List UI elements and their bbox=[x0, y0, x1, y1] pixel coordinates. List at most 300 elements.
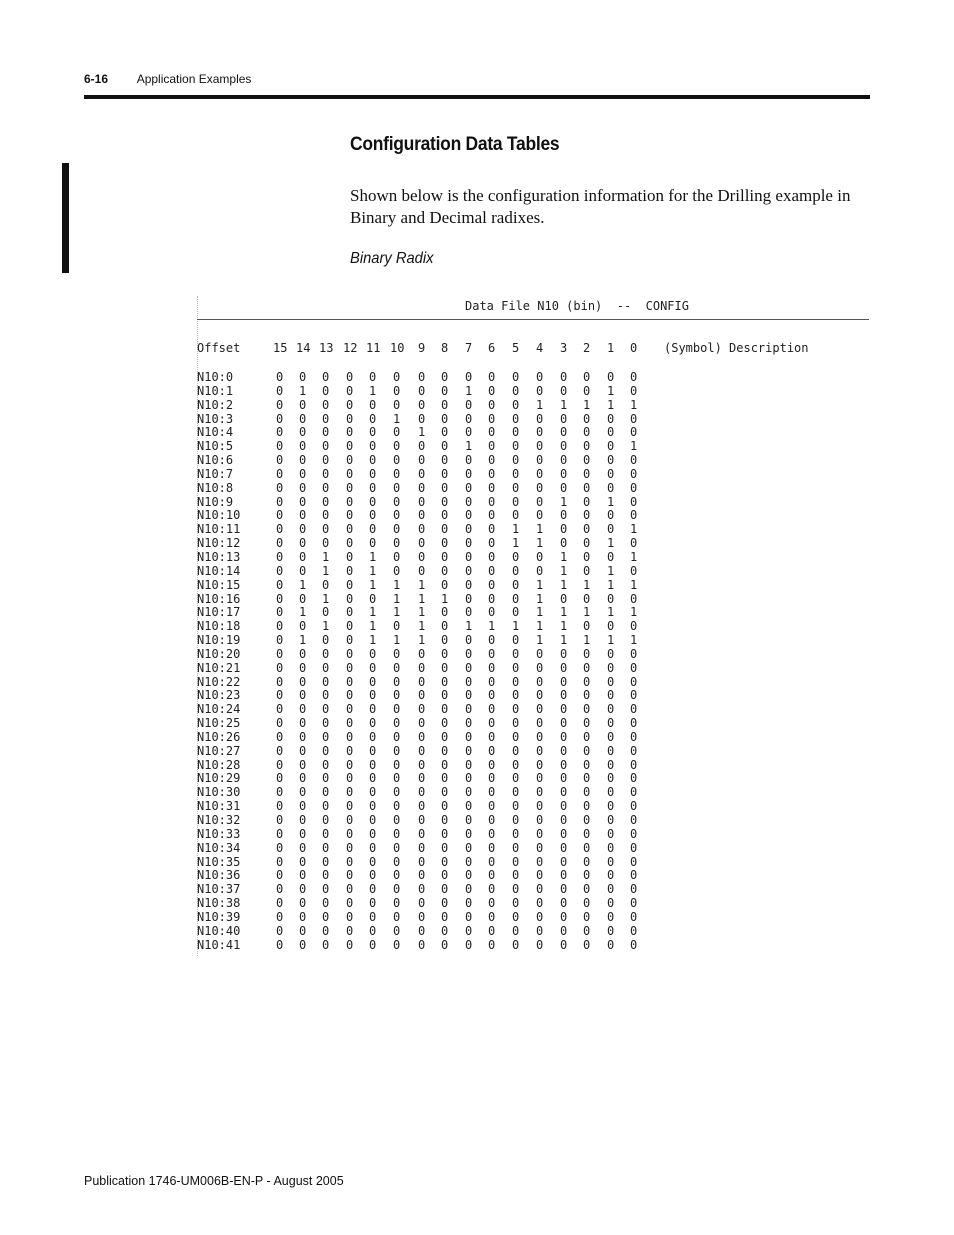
bit-cell[interactable]: 0 bbox=[583, 937, 591, 952]
bit-cell[interactable]: 0 bbox=[346, 923, 354, 938]
bit-cell[interactable]: 1 bbox=[583, 397, 591, 412]
bit-cell[interactable]: 0 bbox=[369, 923, 377, 938]
bit-cell[interactable]: 0 bbox=[276, 466, 284, 481]
bit-cell[interactable]: 0 bbox=[276, 383, 284, 398]
bit-cell[interactable]: 0 bbox=[536, 660, 544, 675]
bit-cell[interactable]: 0 bbox=[299, 411, 307, 426]
bit-cell[interactable]: 0 bbox=[276, 633, 284, 648]
bit-cell[interactable]: 0 bbox=[512, 799, 520, 814]
bit-cell[interactable]: 1 bbox=[512, 536, 520, 551]
bit-cell[interactable]: 0 bbox=[346, 619, 354, 634]
bit-cell[interactable]: 0 bbox=[583, 494, 591, 509]
bit-cell[interactable]: 0 bbox=[607, 937, 615, 952]
bit-cell[interactable]: 0 bbox=[583, 923, 591, 938]
bit-cell[interactable]: 0 bbox=[560, 591, 568, 606]
bit-cell[interactable]: 1 bbox=[630, 522, 638, 537]
bit-cell[interactable]: 0 bbox=[276, 771, 284, 786]
bit-cell[interactable]: 0 bbox=[607, 425, 615, 440]
bit-cell[interactable]: 0 bbox=[346, 882, 354, 897]
bit-cell[interactable]: 0 bbox=[583, 522, 591, 537]
bit-cell[interactable]: 0 bbox=[560, 729, 568, 744]
bit-cell[interactable]: 0 bbox=[512, 453, 520, 468]
bit-cell[interactable]: 0 bbox=[346, 826, 354, 841]
bit-cell[interactable]: 0 bbox=[393, 757, 401, 772]
bit-cell[interactable]: 1 bbox=[322, 591, 330, 606]
bit-cell[interactable]: 0 bbox=[322, 785, 330, 800]
bit-cell[interactable]: 0 bbox=[299, 757, 307, 772]
bit-cell[interactable]: 0 bbox=[418, 868, 426, 883]
table-row[interactable] bbox=[197, 633, 869, 647]
bit-cell[interactable]: 0 bbox=[488, 522, 496, 537]
bit-cell[interactable]: 0 bbox=[536, 799, 544, 814]
bit-cell[interactable]: 0 bbox=[441, 799, 449, 814]
bit-cell[interactable]: 0 bbox=[536, 508, 544, 523]
bit-cell[interactable]: 1 bbox=[393, 577, 401, 592]
bit-cell[interactable]: 0 bbox=[465, 937, 473, 952]
bit-cell[interactable]: 0 bbox=[418, 522, 426, 537]
bit-cell[interactable]: 0 bbox=[607, 757, 615, 772]
bit-cell[interactable]: 0 bbox=[465, 494, 473, 509]
bit-cell[interactable]: 0 bbox=[346, 909, 354, 924]
bit-cell[interactable]: 0 bbox=[418, 757, 426, 772]
bit-cell[interactable]: 0 bbox=[441, 896, 449, 911]
bit-cell[interactable]: 0 bbox=[418, 439, 426, 454]
bit-cell[interactable]: 0 bbox=[299, 743, 307, 758]
bit-cell[interactable]: 0 bbox=[536, 674, 544, 689]
bit-cell[interactable]: 0 bbox=[630, 743, 638, 758]
table-row[interactable] bbox=[197, 592, 869, 606]
table-row[interactable] bbox=[197, 758, 869, 772]
table-row[interactable] bbox=[197, 771, 869, 785]
bit-cell[interactable]: 0 bbox=[583, 439, 591, 454]
bit-cell[interactable]: 0 bbox=[418, 702, 426, 717]
bit-cell[interactable]: 0 bbox=[418, 729, 426, 744]
bit-cell[interactable]: 0 bbox=[418, 743, 426, 758]
bit-cell[interactable]: 0 bbox=[369, 826, 377, 841]
bit-cell[interactable]: 0 bbox=[630, 716, 638, 731]
bit-cell[interactable]: 0 bbox=[441, 425, 449, 440]
bit-cell[interactable]: 0 bbox=[369, 868, 377, 883]
bit-cell[interactable]: 0 bbox=[393, 785, 401, 800]
bit-cell[interactable]: 0 bbox=[560, 716, 568, 731]
bit-cell[interactable]: 0 bbox=[465, 605, 473, 620]
bit-cell[interactable]: 0 bbox=[346, 729, 354, 744]
bit-cell[interactable]: 0 bbox=[346, 937, 354, 952]
bit-cell[interactable]: 0 bbox=[369, 370, 377, 384]
bit-cell[interactable]: 0 bbox=[536, 549, 544, 564]
bit-cell[interactable]: 0 bbox=[488, 743, 496, 758]
bit-cell[interactable]: 0 bbox=[488, 771, 496, 786]
bit-cell[interactable]: 0 bbox=[346, 813, 354, 827]
bit-cell[interactable]: 0 bbox=[630, 536, 638, 551]
bit-cell[interactable]: 0 bbox=[512, 785, 520, 800]
bit-cell[interactable]: 0 bbox=[607, 466, 615, 481]
bit-cell[interactable]: 0 bbox=[346, 716, 354, 731]
bit-cell[interactable]: 0 bbox=[583, 411, 591, 426]
bit-cell[interactable]: 0 bbox=[369, 508, 377, 523]
bit-cell[interactable]: 0 bbox=[512, 383, 520, 398]
bit-cell[interactable]: 0 bbox=[441, 411, 449, 426]
bit-cell[interactable]: 1 bbox=[418, 577, 426, 592]
bit-cell[interactable]: 0 bbox=[583, 536, 591, 551]
bit-cell[interactable]: 1 bbox=[560, 605, 568, 620]
bit-cell[interactable]: 0 bbox=[299, 771, 307, 786]
bit-cell[interactable]: 0 bbox=[276, 896, 284, 911]
bit-cell[interactable]: 0 bbox=[512, 466, 520, 481]
bit-cell[interactable]: 0 bbox=[418, 937, 426, 952]
bit-cell[interactable]: 0 bbox=[276, 674, 284, 689]
bit-cell[interactable]: 0 bbox=[512, 605, 520, 620]
bit-cell[interactable]: 0 bbox=[488, 854, 496, 869]
bit-cell[interactable]: 0 bbox=[299, 813, 307, 827]
bit-cell[interactable]: 0 bbox=[441, 716, 449, 731]
bit-cell[interactable]: 0 bbox=[322, 439, 330, 454]
bit-cell[interactable]: 0 bbox=[418, 563, 426, 578]
bit-cell[interactable]: 0 bbox=[465, 826, 473, 841]
bit-cell[interactable]: 0 bbox=[322, 397, 330, 412]
bit-cell[interactable]: 0 bbox=[322, 923, 330, 938]
bit-cell[interactable]: 1 bbox=[322, 563, 330, 578]
bit-cell[interactable]: 0 bbox=[512, 646, 520, 661]
bit-cell[interactable]: 0 bbox=[465, 688, 473, 703]
bit-cell[interactable]: 0 bbox=[322, 494, 330, 509]
bit-cell[interactable]: 0 bbox=[276, 923, 284, 938]
bit-cell[interactable]: 0 bbox=[560, 854, 568, 869]
bit-cell[interactable]: 1 bbox=[418, 591, 426, 606]
bit-cell[interactable]: 0 bbox=[369, 660, 377, 675]
table-row[interactable] bbox=[197, 467, 869, 481]
bit-cell[interactable]: 0 bbox=[276, 619, 284, 634]
bit-cell[interactable]: 0 bbox=[369, 425, 377, 440]
bit-cell[interactable]: 0 bbox=[536, 383, 544, 398]
bit-cell[interactable]: 0 bbox=[465, 799, 473, 814]
bit-cell[interactable]: 1 bbox=[536, 397, 544, 412]
bit-cell[interactable]: 0 bbox=[488, 660, 496, 675]
bit-cell[interactable]: 0 bbox=[536, 882, 544, 897]
bit-cell[interactable]: 0 bbox=[369, 591, 377, 606]
bit-cell[interactable]: 0 bbox=[630, 425, 638, 440]
bit-cell[interactable]: 0 bbox=[465, 549, 473, 564]
bit-cell[interactable]: 0 bbox=[560, 826, 568, 841]
bit-cell[interactable]: 0 bbox=[630, 688, 638, 703]
bit-cell[interactable]: 0 bbox=[299, 799, 307, 814]
bit-cell[interactable]: 0 bbox=[276, 909, 284, 924]
bit-cell[interactable]: 0 bbox=[488, 453, 496, 468]
bit-cell[interactable]: 0 bbox=[583, 799, 591, 814]
bit-cell[interactable]: 0 bbox=[299, 439, 307, 454]
bit-cell[interactable]: 0 bbox=[393, 937, 401, 952]
bit-cell[interactable]: 0 bbox=[346, 577, 354, 592]
bit-cell[interactable]: 0 bbox=[583, 480, 591, 495]
bit-cell[interactable]: 0 bbox=[512, 882, 520, 897]
bit-cell[interactable]: 0 bbox=[583, 660, 591, 675]
bit-cell[interactable]: 0 bbox=[607, 646, 615, 661]
bit-cell[interactable]: 0 bbox=[369, 536, 377, 551]
bit-cell[interactable]: 0 bbox=[418, 397, 426, 412]
bit-cell[interactable]: 0 bbox=[560, 439, 568, 454]
bit-cell[interactable]: 0 bbox=[441, 882, 449, 897]
bit-cell[interactable]: 0 bbox=[441, 840, 449, 855]
bit-cell[interactable]: 0 bbox=[607, 854, 615, 869]
bit-cell[interactable]: 0 bbox=[630, 771, 638, 786]
bit-cell[interactable]: 0 bbox=[418, 854, 426, 869]
bit-cell[interactable]: 0 bbox=[488, 674, 496, 689]
bit-cell[interactable]: 0 bbox=[276, 688, 284, 703]
bit-cell[interactable]: 0 bbox=[583, 840, 591, 855]
bit-cell[interactable]: 0 bbox=[488, 785, 496, 800]
bit-cell[interactable]: 0 bbox=[276, 425, 284, 440]
bit-cell[interactable]: 0 bbox=[441, 453, 449, 468]
bit-cell[interactable]: 0 bbox=[322, 480, 330, 495]
bit-cell[interactable]: 0 bbox=[418, 840, 426, 855]
table-row[interactable] bbox=[197, 605, 869, 619]
bit-cell[interactable]: 0 bbox=[369, 771, 377, 786]
bit-cell[interactable]: 0 bbox=[488, 813, 496, 827]
bit-cell[interactable]: 0 bbox=[299, 466, 307, 481]
bit-cell[interactable]: 0 bbox=[441, 605, 449, 620]
bit-cell[interactable]: 0 bbox=[583, 646, 591, 661]
bit-cell[interactable]: 0 bbox=[299, 716, 307, 731]
bit-cell[interactable]: 0 bbox=[607, 674, 615, 689]
table-row[interactable] bbox=[197, 412, 869, 426]
bit-cell[interactable]: 0 bbox=[369, 937, 377, 952]
bit-cell[interactable]: 0 bbox=[441, 633, 449, 648]
bit-cell[interactable]: 0 bbox=[369, 757, 377, 772]
bit-cell[interactable]: 0 bbox=[630, 702, 638, 717]
bit-cell[interactable]: 0 bbox=[276, 716, 284, 731]
table-row[interactable] bbox=[197, 910, 869, 924]
bit-cell[interactable]: 0 bbox=[536, 757, 544, 772]
bit-cell[interactable]: 1 bbox=[560, 619, 568, 634]
bit-cell[interactable]: 1 bbox=[369, 563, 377, 578]
bit-cell[interactable]: 0 bbox=[488, 909, 496, 924]
bit-cell[interactable]: 0 bbox=[583, 425, 591, 440]
bit-cell[interactable]: 0 bbox=[299, 840, 307, 855]
bit-cell[interactable]: 0 bbox=[299, 563, 307, 578]
bit-cell[interactable]: 1 bbox=[560, 577, 568, 592]
bit-cell[interactable]: 0 bbox=[560, 743, 568, 758]
bit-cell[interactable]: 0 bbox=[393, 868, 401, 883]
bit-cell[interactable]: 0 bbox=[536, 466, 544, 481]
table-row[interactable] bbox=[197, 785, 869, 799]
bit-cell[interactable]: 0 bbox=[369, 799, 377, 814]
bit-cell[interactable]: 0 bbox=[393, 854, 401, 869]
bit-cell[interactable]: 0 bbox=[322, 716, 330, 731]
table-row[interactable] bbox=[197, 453, 869, 467]
bit-cell[interactable]: 0 bbox=[441, 466, 449, 481]
bit-cell[interactable]: 0 bbox=[441, 702, 449, 717]
bit-cell[interactable]: 1 bbox=[418, 605, 426, 620]
bit-cell[interactable]: 0 bbox=[630, 453, 638, 468]
bit-cell[interactable]: 1 bbox=[465, 619, 473, 634]
table-row[interactable] bbox=[197, 938, 869, 952]
bit-cell[interactable]: 0 bbox=[630, 674, 638, 689]
bit-cell[interactable]: 0 bbox=[488, 591, 496, 606]
bit-cell[interactable]: 0 bbox=[536, 563, 544, 578]
bit-cell[interactable]: 0 bbox=[465, 466, 473, 481]
bit-cell[interactable]: 0 bbox=[322, 633, 330, 648]
bit-cell[interactable]: 0 bbox=[512, 771, 520, 786]
bit-cell[interactable]: 0 bbox=[441, 619, 449, 634]
bit-cell[interactable]: 0 bbox=[607, 591, 615, 606]
bit-cell[interactable]: 0 bbox=[560, 937, 568, 952]
bit-cell[interactable]: 0 bbox=[465, 397, 473, 412]
bit-cell[interactable]: 0 bbox=[488, 425, 496, 440]
bit-cell[interactable]: 0 bbox=[276, 549, 284, 564]
table-row[interactable] bbox=[197, 730, 869, 744]
bit-cell[interactable]: 0 bbox=[441, 771, 449, 786]
bit-cell[interactable]: 0 bbox=[488, 716, 496, 731]
table-row[interactable] bbox=[197, 495, 869, 509]
bit-cell[interactable]: 0 bbox=[512, 826, 520, 841]
bit-cell[interactable]: 0 bbox=[630, 563, 638, 578]
bit-cell[interactable]: 0 bbox=[536, 771, 544, 786]
bit-cell[interactable]: 0 bbox=[560, 799, 568, 814]
bit-cell[interactable]: 0 bbox=[346, 757, 354, 772]
bit-cell[interactable]: 0 bbox=[418, 882, 426, 897]
bit-cell[interactable]: 0 bbox=[488, 549, 496, 564]
bit-cell[interactable]: 1 bbox=[607, 633, 615, 648]
bit-cell[interactable]: 0 bbox=[346, 896, 354, 911]
bit-cell[interactable]: 0 bbox=[512, 854, 520, 869]
bit-cell[interactable]: 0 bbox=[299, 549, 307, 564]
bit-cell[interactable]: 0 bbox=[299, 896, 307, 911]
bit-cell[interactable]: 0 bbox=[369, 909, 377, 924]
bit-cell[interactable]: 0 bbox=[276, 813, 284, 827]
bit-cell[interactable]: 0 bbox=[418, 536, 426, 551]
bit-cell[interactable]: 0 bbox=[607, 868, 615, 883]
bit-cell[interactable]: 0 bbox=[630, 840, 638, 855]
bit-cell[interactable]: 0 bbox=[607, 660, 615, 675]
bit-cell[interactable]: 0 bbox=[607, 439, 615, 454]
bit-cell[interactable]: 0 bbox=[488, 494, 496, 509]
bit-cell[interactable]: 0 bbox=[418, 826, 426, 841]
table-row[interactable] bbox=[197, 536, 869, 550]
bit-cell[interactable]: 0 bbox=[369, 522, 377, 537]
bit-cell[interactable]: 0 bbox=[630, 370, 638, 384]
bit-cell[interactable]: 0 bbox=[560, 813, 568, 827]
bit-cell[interactable]: 0 bbox=[441, 923, 449, 938]
bit-cell[interactable]: 0 bbox=[441, 868, 449, 883]
bit-cell[interactable]: 0 bbox=[560, 536, 568, 551]
bit-cell[interactable]: 0 bbox=[322, 826, 330, 841]
bit-cell[interactable]: 0 bbox=[276, 937, 284, 952]
bit-cell[interactable]: 0 bbox=[393, 439, 401, 454]
bit-cell[interactable]: 0 bbox=[512, 577, 520, 592]
bit-cell[interactable]: 0 bbox=[441, 549, 449, 564]
bit-cell[interactable]: 0 bbox=[346, 688, 354, 703]
bit-cell[interactable]: 0 bbox=[393, 840, 401, 855]
bit-cell[interactable]: 0 bbox=[441, 494, 449, 509]
table-row[interactable] bbox=[197, 924, 869, 938]
bit-cell[interactable]: 0 bbox=[322, 854, 330, 869]
bit-cell[interactable]: 0 bbox=[512, 397, 520, 412]
bit-cell[interactable]: 0 bbox=[465, 660, 473, 675]
bit-cell[interactable]: 0 bbox=[393, 826, 401, 841]
bit-cell[interactable]: 1 bbox=[536, 522, 544, 537]
bit-cell[interactable]: 0 bbox=[488, 923, 496, 938]
bit-cell[interactable]: 0 bbox=[560, 425, 568, 440]
bit-cell[interactable]: 0 bbox=[560, 508, 568, 523]
bit-cell[interactable]: 0 bbox=[607, 702, 615, 717]
bit-cell[interactable]: 0 bbox=[393, 646, 401, 661]
bit-cell[interactable]: 0 bbox=[583, 854, 591, 869]
bit-cell[interactable]: 0 bbox=[560, 923, 568, 938]
bit-cell[interactable]: 0 bbox=[369, 397, 377, 412]
bit-cell[interactable]: 0 bbox=[276, 370, 284, 384]
bit-cell[interactable]: 1 bbox=[322, 549, 330, 564]
bit-cell[interactable]: 0 bbox=[393, 453, 401, 468]
bit-cell[interactable]: 0 bbox=[441, 826, 449, 841]
bit-cell[interactable]: 0 bbox=[322, 453, 330, 468]
bit-cell[interactable]: 0 bbox=[299, 826, 307, 841]
bit-cell[interactable]: 0 bbox=[560, 688, 568, 703]
bit-cell[interactable]: 1 bbox=[418, 425, 426, 440]
bit-cell[interactable]: 0 bbox=[560, 453, 568, 468]
bit-cell[interactable]: 0 bbox=[393, 909, 401, 924]
bit-cell[interactable]: 0 bbox=[465, 868, 473, 883]
bit-cell[interactable]: 1 bbox=[536, 577, 544, 592]
bit-cell[interactable]: 1 bbox=[583, 605, 591, 620]
bit-cell[interactable]: 0 bbox=[560, 480, 568, 495]
bit-cell[interactable]: 0 bbox=[488, 411, 496, 426]
bit-cell[interactable]: 0 bbox=[630, 494, 638, 509]
bit-cell[interactable]: 0 bbox=[299, 688, 307, 703]
bit-cell[interactable]: 0 bbox=[465, 536, 473, 551]
bit-cell[interactable]: 0 bbox=[322, 909, 330, 924]
bit-cell[interactable]: 0 bbox=[441, 854, 449, 869]
bit-cell[interactable]: 0 bbox=[369, 743, 377, 758]
bit-cell[interactable]: 0 bbox=[512, 480, 520, 495]
bit-cell[interactable]: 1 bbox=[512, 522, 520, 537]
bit-cell[interactable]: 0 bbox=[465, 425, 473, 440]
bit-cell[interactable]: 0 bbox=[536, 729, 544, 744]
bit-cell[interactable]: 0 bbox=[607, 688, 615, 703]
bit-cell[interactable]: 0 bbox=[299, 425, 307, 440]
bit-cell[interactable]: 0 bbox=[369, 716, 377, 731]
table-row[interactable] bbox=[197, 508, 869, 522]
bit-cell[interactable]: 0 bbox=[276, 508, 284, 523]
bit-cell[interactable]: 0 bbox=[465, 702, 473, 717]
bit-cell[interactable]: 0 bbox=[322, 688, 330, 703]
table-row[interactable] bbox=[197, 716, 869, 730]
bit-cell[interactable]: 0 bbox=[536, 370, 544, 384]
bit-cell[interactable]: 0 bbox=[441, 785, 449, 800]
bit-cell[interactable]: 0 bbox=[322, 882, 330, 897]
bit-cell[interactable]: 1 bbox=[322, 619, 330, 634]
bit-cell[interactable]: 0 bbox=[512, 439, 520, 454]
bit-cell[interactable]: 0 bbox=[418, 411, 426, 426]
bit-cell[interactable]: 0 bbox=[322, 771, 330, 786]
bit-cell[interactable]: 0 bbox=[299, 397, 307, 412]
bit-cell[interactable]: 0 bbox=[512, 674, 520, 689]
bit-cell[interactable]: 0 bbox=[418, 896, 426, 911]
bit-cell[interactable]: 0 bbox=[299, 674, 307, 689]
bit-cell[interactable]: 0 bbox=[465, 840, 473, 855]
bit-cell[interactable]: 0 bbox=[346, 660, 354, 675]
bit-cell[interactable]: 0 bbox=[512, 494, 520, 509]
bit-cell[interactable]: 0 bbox=[630, 937, 638, 952]
bit-cell[interactable]: 0 bbox=[583, 813, 591, 827]
bit-cell[interactable]: 0 bbox=[393, 508, 401, 523]
bit-cell[interactable]: 0 bbox=[276, 397, 284, 412]
bit-cell[interactable]: 0 bbox=[583, 771, 591, 786]
bit-cell[interactable]: 1 bbox=[369, 549, 377, 564]
bit-cell[interactable]: 0 bbox=[536, 785, 544, 800]
table-row[interactable] bbox=[197, 619, 869, 633]
bit-cell[interactable]: 0 bbox=[560, 383, 568, 398]
bit-cell[interactable]: 0 bbox=[512, 813, 520, 827]
